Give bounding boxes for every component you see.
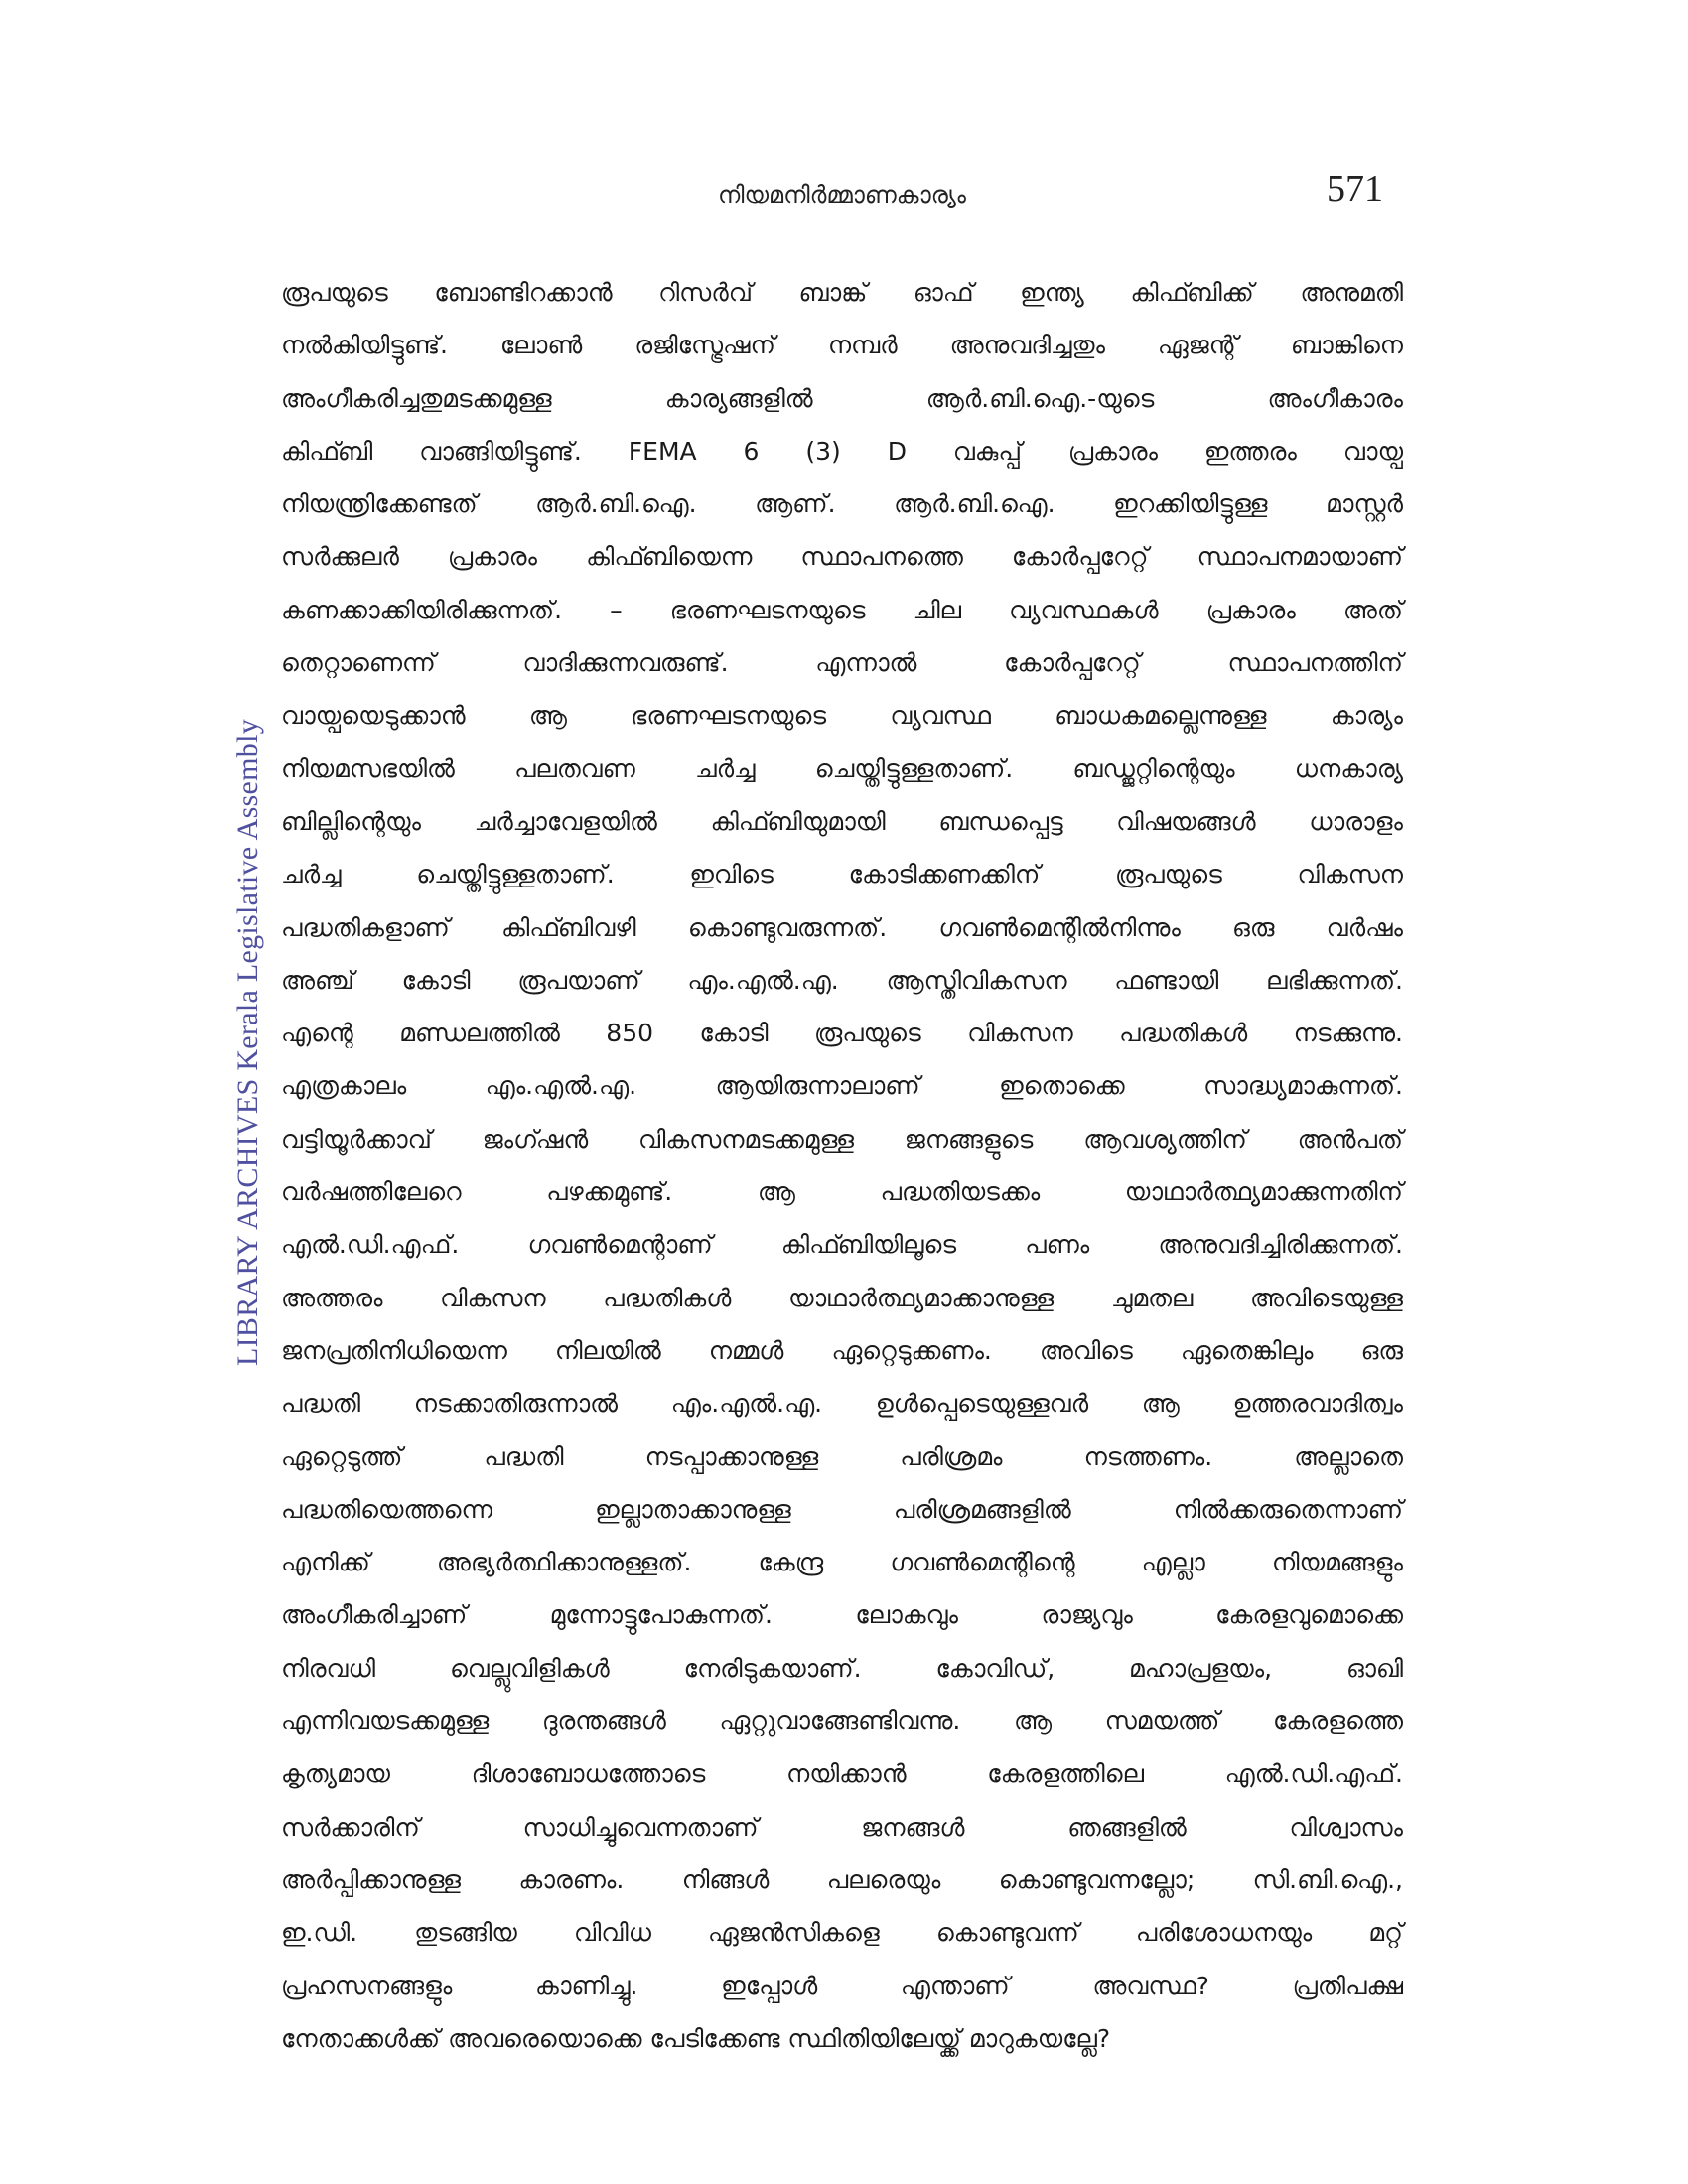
- text-line: വായ്പയെടുക്കാൻ ആ ഭരണഘടനയുടെ വ്യവസ്ഥ ബാധകമല്ലെന്നുള്ള കാര്യം: [281, 701, 1403, 731]
- text-line: അംഗീകരിച്ചാണ് മുന്നോട്ടുപോകുന്നത്. ലോകവും രാജ്യവും കേരളവുമൊക്കെ: [281, 1600, 1403, 1630]
- text-line: പദ്ധതിയെത്തന്നെ ഇല്ലാതാക്കാനുള്ള പരിശ്രമങ്ങളിൽ നിൽക്കരുതെന്നാണ്: [281, 1494, 1403, 1524]
- text-line: നിരവധി വെല്ലുവിളികൾ നേരിടുകയാണ്. കോവിഡ്, മഹാപ്രളയം, ഓഖി: [281, 1653, 1403, 1683]
- text-line: നൽകിയിട്ടുണ്ട്. ലോൺ രജിസ്ട്രേഷന് നമ്പർ അനുവദിച്ചതും ഏജന്റ് ബാങ്കിനെ: [281, 331, 1403, 360]
- text-line: പദ്ധതികളാണ് കിഫ്ബിവഴി കൊണ്ടുവരുന്നത്. ഗവൺമെന്റിൽനിന്നും ഒരു വർഷം: [281, 912, 1403, 942]
- text-line: അത്തരം വികസന പദ്ധതികൾ യാഥാർത്ഥ്യമാക്കാനുള്ള ചുമതല അവിടെയുള്ള: [281, 1283, 1403, 1312]
- text-line: ഏറ്റെടുത്ത് പദ്ധതി നടപ്പാക്കാനുള്ള പരിശ്രമം നടത്തണം. അല്ലാതെ: [281, 1441, 1403, 1471]
- text-line: അഞ്ച് കോടി രൂപയാണ് എം.എൽ.എ. ആസ്തിവികസന ഫണ്ടായി ലഭിക്കുന്നത്.: [281, 965, 1403, 995]
- text-line: നേതാക്കൾക്ക് അവരെയൊക്കെ പേടിക്കേണ്ട സ്ഥിതിയിലേയ്ക്ക് മാറുകയല്ലേ?: [281, 2023, 1111, 2053]
- watermark-text: LIBRARY ARCHIVES Kerala Legislative Assembly: [231, 718, 264, 1367]
- text-line: കൃത്യമായ ദിശാബോധത്തോടെ നയിക്കാൻ കേരളത്തിലെ എൽ.ഡി.എഫ്.: [281, 1759, 1403, 1789]
- text-line: രൂപയുടെ ബോണ്ടിറക്കാൻ റിസർവ് ബാങ്ക് ഓഫ് ഇന്ത്യ കിഫ്ബിക്ക് അനുമതി: [281, 278, 1403, 307]
- text-line: സർക്കാരിന് സാധിച്ചുവെന്നതാണ് ജനങ്ങൾ ഞങ്ങളിൽ വിശ്വാസം: [281, 1812, 1403, 1842]
- text-line: എന്റെ മണ്ഡലത്തിൽ 850 കോടി രൂപയുടെ വികസന പദ്ധതികൾ നടക്കുന്നു.: [281, 1019, 1403, 1048]
- text-line: ജനപ്രതിനിധിയെന്ന നിലയിൽ നമ്മൾ ഏറ്റെടുക്കണം. അവിടെ ഏതെങ്കിലും ഒരു: [281, 1335, 1403, 1365]
- text-line: എനിക്ക് അഭ്യർത്ഥിക്കാനുള്ളത്. കേന്ദ്ര ഗവൺമെന്റിന്റെ എല്ലാ നിയമങ്ങളും: [281, 1548, 1403, 1577]
- text-line: കണക്കാക്കിയിരിക്കുന്നത്. – ഭരണഘടനയുടെ ചില വ്യവസ്ഥകൾ പ്രകാരം അത്: [281, 595, 1403, 624]
- text-line: ബില്ലിന്റെയും ചർച്ചാവേളയിൽ കിഫ്ബിയുമായി ബന്ധപ്പെട്ട വിഷയങ്ങൾ ധാരാളം: [281, 806, 1403, 836]
- text-line: ചർച്ച ചെയ്തിട്ടുള്ളതാണ്. ഇവിടെ കോടിക്കണക്കിന് രൂപയുടെ വികസന: [281, 860, 1403, 889]
- running-header: [281, 167, 1403, 216]
- text-line: സർക്കുലർ പ്രകാരം കിഫ്ബിയെന്ന സ്ഥാപനത്തെ കോർപ്പറേറ്റ് സ്ഥാപനമായാണ്: [281, 542, 1403, 572]
- text-line: എത്രകാലം എം.എൽ.എ. ആയിരുന്നാലാണ് ഇതൊക്കെ സാദ്ധ്യമാകുന്നത്.: [281, 1071, 1403, 1101]
- text-line: പ്രഹസനങ്ങളും കാണിച്ചു. ഇപ്പോൾ എന്താണ് അവസ്ഥ? പ്രതിപക്ഷ: [281, 1971, 1403, 2000]
- header-title: നിയമനിർമ്മാണകാര്യം: [718, 181, 966, 208]
- text-line: എന്നിവയടക്കമുള്ള ദുരന്തങ്ങൾ ഏറ്റുവാങ്ങേണ്ടിവന്നു. ആ സമയത്ത് കേരളത്തെ: [281, 1706, 1403, 1736]
- text-line: എൽ.ഡി.എഫ്. ഗവൺമെന്റാണ് കിഫ്ബിയിലൂടെ പണം അനുവദിച്ചിരിക്കുന്നത്.: [281, 1230, 1403, 1260]
- text-line: കിഫ്ബി വാങ്ങിയിട്ടുണ്ട്. FEMA 6 (3) D വകുപ്പ് പ്രകാരം ഇത്തരം വായ്പ: [281, 436, 1403, 466]
- text-line: വർഷത്തിലേറെ പഴക്കമുണ്ട്. ആ പദ്ധതിയടക്കം യാഥാർത്ഥ്യമാക്കുന്നതിന്: [281, 1177, 1403, 1207]
- text-line: ഇ.ഡി. തുടങ്ങിയ വിവിധ ഏജൻസികളെ കൊണ്ടുവന്ന് പരിശോധനയും മറ്റ്: [281, 1918, 1403, 1948]
- text-line: പദ്ധതി നടക്കാതിരുന്നാൽ എം.എൽ.എ. ഉൾപ്പെടെയുള്ളവർ ആ ഉത്തരവാദിത്വം: [281, 1389, 1403, 1419]
- text-line: തെറ്റാണെന്ന് വാദിക്കുന്നവരുണ്ട്. എന്നാൽ കോർപ്പറേറ്റ് സ്ഥാപനത്തിന്: [281, 648, 1403, 678]
- text-line: അംഗീകരിച്ചതുമടക്കമുള്ള കാര്യങ്ങളിൽ ആർ.ബി.ഐ.-യുടെ അംഗീകാരം: [281, 383, 1403, 413]
- text-line: നിയമസഭയിൽ പലതവണ ചർച്ച ചെയ്തിട്ടുള്ളതാണ്. ബഡ്ജറ്റിന്റെയും ധനകാര്യ: [281, 753, 1403, 783]
- body-paragraph: [281, 266, 1403, 2065]
- text-line: അർപ്പിക്കാനുള്ള കാരണം. നിങ്ങൾ പലരെയും കൊണ്ടുവന്നല്ലോ; സി.ബി.ഐ.,: [281, 1864, 1403, 1894]
- page-number: 571: [1327, 168, 1383, 209]
- text-line: നിയന്ത്രിക്കേണ്ടത് ആർ.ബി.ഐ. ആണ്. ആർ.ബി.ഐ. ഇറക്കിയിട്ടുള്ള മാസ്റ്റർ: [281, 489, 1403, 519]
- text-line: വട്ടിയൂർക്കാവ് ജംഗ്ഷൻ വികസനമടക്കമുള്ള ജനങ്ങളുടെ ആവശ്യത്തിന് അൻപത്: [281, 1124, 1403, 1154]
